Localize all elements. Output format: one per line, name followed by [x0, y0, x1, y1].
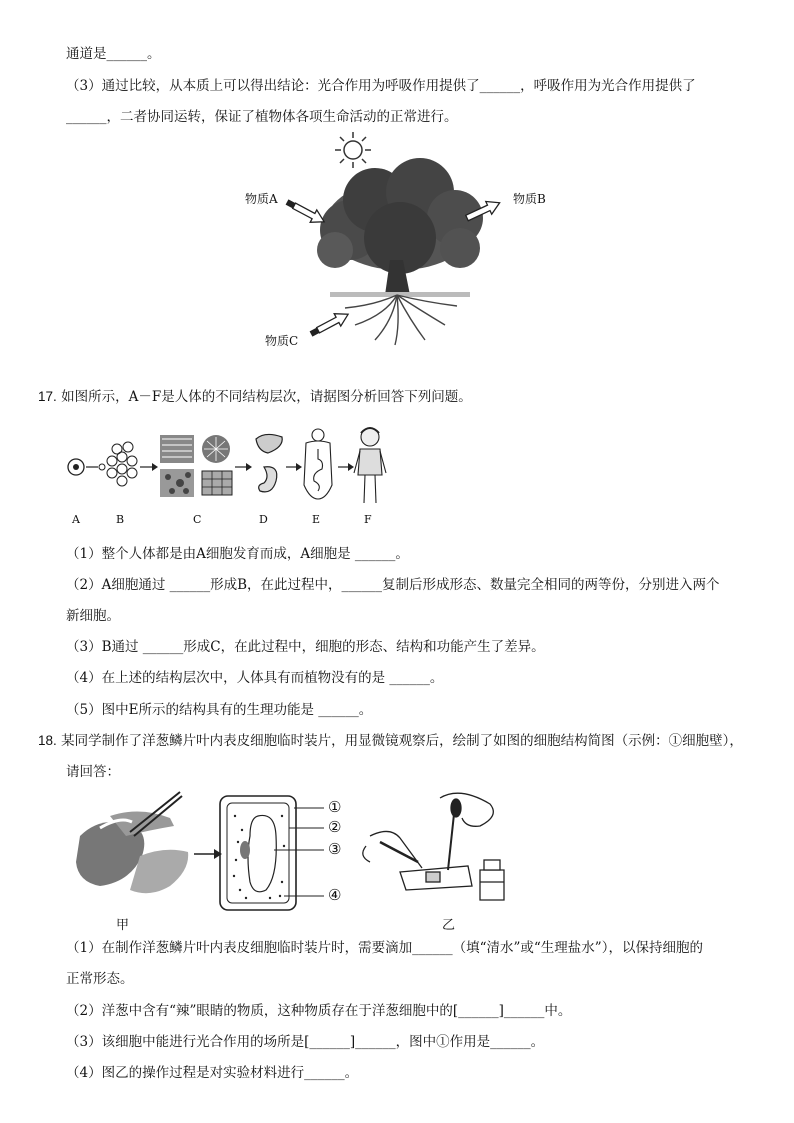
- tree-canopy: [317, 158, 483, 274]
- cell-a-icon: [68, 459, 84, 475]
- tree-figure: [235, 130, 565, 360]
- cell-cluster-b-icon: [107, 442, 137, 486]
- tree-illustration: [235, 130, 565, 360]
- q17-part3: （3）B通过 ______形成C，在此过程中，细胞的形态、结构和功能产生了差异。: [66, 639, 545, 655]
- dropper-slide-icon: [363, 793, 504, 900]
- onion-cell-figure: [70, 786, 530, 936]
- q18-part1-line1: （1）在制作洋葱鳞片叶内表皮细胞临时装片时，需要滴加______（填“清水”或“生理盐水”），以保持细胞的: [66, 940, 703, 956]
- q18-part2: （2）洋葱中含有“辣”眼睛的物质，这种物质存在于洋葱细胞中的[______]______中。: [66, 1003, 572, 1019]
- q18-part4: （4）图乙的操作过程是对实验材料进行______。: [66, 1065, 359, 1081]
- tweezers-hand-icon: [76, 792, 188, 893]
- q18-stem-line1: [38, 731, 743, 751]
- q18-stem-text: 某同学制作了洋葱鳞片叶内表皮细胞临时装片，用显微镜观察后，绘制了如图的细胞结构简图（示例：①细胞壁），: [61, 733, 743, 749]
- label-substance-b: 物质B: [513, 192, 546, 206]
- level-label-b: B: [116, 513, 125, 526]
- q17-part4: （4）在上述的结构层次中，人体具有而植物没有的是 ______。: [66, 670, 444, 686]
- label-substance-c: 物质C: [265, 334, 299, 348]
- arrow-c-icon: [308, 308, 352, 340]
- q16-part3-line1: （3）通过比较，从本质上可以得出结论：光合作用为呼吸作用提供了______，呼吸作用为光合作用提供了: [66, 78, 696, 94]
- label-yi: 乙: [442, 918, 456, 933]
- sun-icon: [335, 132, 371, 168]
- cell-marker-3: ③: [328, 840, 342, 858]
- q16-part3-line2: ______，二者协同运转，保证了植物体各项生命活动的正常进行。: [66, 109, 458, 125]
- nucleus-icon: [240, 841, 250, 859]
- organs-d-icon: [256, 434, 282, 491]
- cell-marker-2: ②: [328, 818, 342, 836]
- onion-cell-illustration: [70, 786, 530, 911]
- q17-part2-line2: 新细胞。: [66, 608, 120, 624]
- level-label-c: C: [193, 513, 202, 526]
- tree-roots: [345, 295, 457, 345]
- cell-marker-4: ④: [328, 886, 342, 904]
- human-f-icon: [354, 428, 386, 503]
- q17-part2-line1: （2）A细胞通过 ______形成B，在此过程中，______复制后形成形态、数量完全相同的两等份，分别进入两个: [66, 577, 720, 593]
- q17-part1: （1）整个人体都是由A细胞发育而成，A细胞是 ______。: [66, 546, 409, 562]
- tissues-c-icon: [160, 435, 232, 497]
- q17-number: 17.: [38, 389, 57, 404]
- q17-part5: （5）图中E所示的结构具有的生理功能是 ______。: [66, 702, 373, 718]
- level-label-d: D: [259, 513, 268, 526]
- q16-line-continued: 通道是______。: [66, 46, 161, 62]
- q17-stem: [38, 387, 472, 407]
- system-e-icon: [304, 429, 332, 499]
- q18-stem-line2: 请回答：: [66, 764, 120, 780]
- label-substance-a: 物质A: [245, 192, 278, 206]
- label-jia: 甲: [116, 918, 130, 933]
- level-label-f: F: [364, 513, 372, 526]
- onion-cell-diagram: [220, 796, 324, 910]
- level-label-e: E: [312, 513, 321, 526]
- q18-part3: （3）该细胞中能进行光合作用的场所是[______]______，图中①作用是______。: [66, 1034, 545, 1050]
- structure-levels-figure: [60, 425, 400, 530]
- q17-stem-text: 如图所示，A－F是人体的不同结构层次，请据图分析回答下列问题。: [61, 389, 472, 405]
- q18-part1-line2: 正常形态。: [66, 971, 134, 987]
- structure-levels-illustration: [60, 425, 400, 505]
- level-label-a: A: [72, 513, 80, 526]
- q18-number: 18.: [38, 733, 57, 748]
- cell-marker-1: ①: [328, 798, 342, 816]
